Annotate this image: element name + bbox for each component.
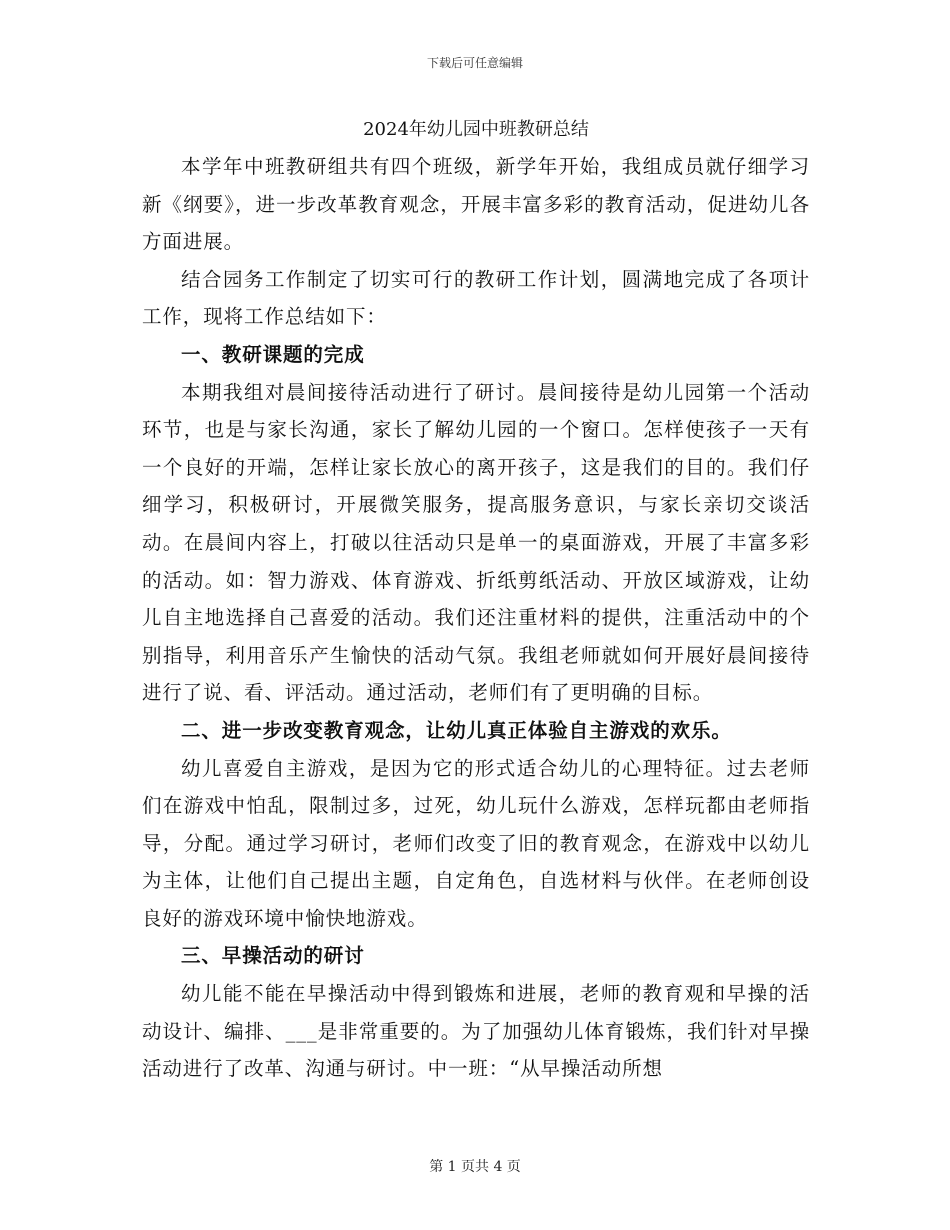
body-paragraph: 幼儿能不能在早操活动中得到锻炼和进展，老师的教育观和早操的活动设计、编排、___是非常重要的。为了加强幼儿体育锻炼，我们针对早操活动进行了改革、沟通与研讨。中一班：“从早操活动所想 [142,982,810,1081]
document-content [142,148,810,1088]
section-heading: 二、进一步改变教育观念，让幼儿真正体验自主游戏的欢乐。 [181,718,732,742]
section-heading: 一、教研课题的完成 [181,342,365,366]
body-paragraph: 结合园务工作制定了切实可行的教研工作计划，圆满地完成了各项计工作，现将工作总结如下： [142,267,810,329]
page-header-note: 下载后可任意编辑 [426,56,523,70]
page-number: 第 1 页共 4 页 [429,1159,521,1175]
section-heading: 三、早操活动的研讨 [181,944,365,968]
document-title: 2024年幼儿园中班教研总结 [363,119,589,140]
body-paragraph: 本学年中班教研组共有四个班级，新学年开始，我组成员就仔细学习新《纲要》，进一步改革教育观念，开展丰富多彩的教育活动，促进幼儿各方面进展。 [142,155,810,254]
body-paragraph: 幼儿喜爱自主游戏，是因为它的形式适合幼儿的心理特征。过去老师们在游戏中怕乱，限制过多，过死，幼儿玩什么游戏，怎样玩都由老师指导，分配。通过学习研讨，老师们改变了旧的教育观念，在游戏中以幼儿为主体，让他们自己提出主题，自定角色，自选材料与伙伴。在老师创设良好的游戏环境中愉快地游戏。 [142,756,810,930]
document-body [142,112,810,1088]
body-paragraph: 本期我组对晨间接待活动进行了研讨。晨间接待是幼儿园第一个活动环节，也是与家长沟通，家长了解幼儿园的一个窗口。怎样使孩子一天有一个良好的开端，怎样让家长放心的离开孩子，这是我们的目的。我们仔细学习，积极研讨，开展微笑服务，提高服务意识，与家长亲切交谈活动。在晨间内容上，打破以往活动只是单一的桌面游戏，开展了丰富多彩的活动。如：智力游戏、体育游戏、折纸剪纸活动、开放区域游戏，让幼儿自主地选择自己喜爱的活动。我们还注重材料的提供，注重活动中的个别指导，利用音乐产生愉快的活动气氛。我组老师就如何开展好晨间接待进行了说、看、评活动。通过活动，老师们有了更明确的目标。 [142,380,810,705]
